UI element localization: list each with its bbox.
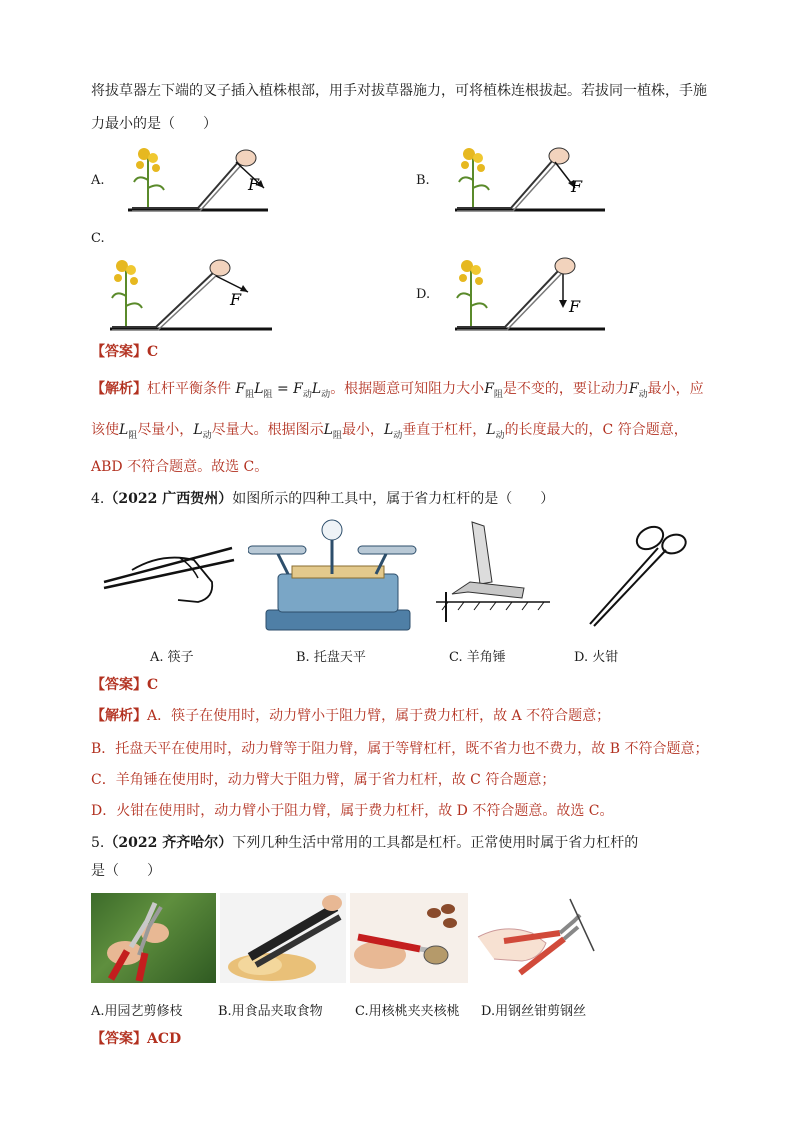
plant-icon — [459, 148, 489, 208]
q5-caption-d: D.用钢丝钳剪钢丝 — [481, 1004, 587, 1019]
q4-stem: 4.（2022 广西贺州）如图所示的四种工具中，属于省力杠杆的是（ ） — [91, 491, 555, 507]
q4-caption-d: D. 火钳 — [574, 650, 619, 665]
hand-icon — [236, 150, 256, 166]
q5-photo-d — [474, 893, 610, 983]
q3-option-b-label: B. — [416, 173, 430, 188]
pan-right-icon — [358, 546, 416, 554]
plant-icon — [112, 260, 142, 327]
pan-left-icon — [248, 546, 306, 554]
q3-option-d-label: D. — [416, 287, 431, 302]
balance-base-icon — [266, 610, 410, 630]
q4-analysis-line3: C．羊角锤在使用时，动力臂大于阻力臂，属于省力杠杆，故 C 符合题意； — [91, 772, 556, 788]
q3-analysis-line3: ABD 不符合题意。故选 C。 — [91, 459, 269, 475]
hand-icon — [555, 258, 575, 274]
q3-answer: 【答案】C — [91, 344, 159, 360]
q5-answer: 【答案】ACD — [91, 1031, 182, 1047]
q4-caption-a: A. 筷子 — [150, 650, 194, 665]
food-tongs-icon — [220, 893, 346, 983]
hand-icon — [210, 260, 230, 276]
q4-answer: 【答案】C — [91, 677, 159, 693]
claw-hammer-figure — [432, 520, 552, 628]
q3-option-d-figure — [447, 250, 607, 334]
fire-tongs-figure — [578, 520, 694, 628]
pruning-shears-icon — [91, 893, 216, 983]
force-label: F — [569, 297, 581, 316]
q3-stem-line1: 将拔草器左下端的叉子插入植株根部，用手对拔草器施力，可将植株连根拔起。若拔同一植株，手施 — [91, 83, 707, 99]
q5-caption-c: C.用核桃夹夹核桃 — [355, 1004, 460, 1019]
balance-figure — [248, 516, 418, 632]
q3-option-a-label: A. — [91, 173, 105, 188]
q3-option-b-figure — [447, 140, 607, 216]
q4-number: 4. — [91, 491, 105, 507]
q4-source: （2022 广西贺州） — [104, 491, 233, 507]
q4-analysis-line4: D．火钳在使用时，动力臂小于阻力臂，属于费力杠杆，故 D 不符合题意。故选 C。 — [91, 803, 614, 819]
q4-analysis-line2: B．托盘天平在使用时，动力臂等于阻力臂，属于等臂杠杆，既不省力也不费力，故 B 不符合题意； — [91, 741, 709, 757]
plant-icon — [134, 148, 164, 208]
hammer-handle-icon — [472, 522, 492, 584]
q3-analysis-line2: 该使$L_阻$尽量小，$L_动$尽量大。根据图示$L_阻$最小，$L_动$垂直于杠杆，$L_动$的长度最大的，C 符合题意， — [91, 422, 688, 441]
q3-analysis-line1: 【解析】杠杆平衡条件 $F_阻L_阻 = F_动L_动$。根据题意可知阻力大小$F_阻$是不变的，要让动力$F_动$最小，应 — [91, 381, 704, 400]
q3-option-c-figure — [102, 250, 274, 334]
nutcracker-icon — [350, 893, 468, 983]
q5-photo-b — [220, 893, 346, 983]
force-label: F — [248, 175, 260, 194]
q5-caption-b: B.用食品夹取食物 — [218, 1004, 323, 1019]
steel-wire-icon — [570, 899, 594, 951]
q4-caption-b: B. 托盘天平 — [296, 650, 366, 665]
force-label: F — [571, 177, 583, 196]
q5-stem-line1: 5.（2022 齐齐哈尔）下列几种生活中常用的工具都是杠杆。正常使用时属于省力杠杆的 — [91, 835, 639, 851]
dial-icon — [322, 520, 342, 540]
q5-photo-a — [91, 893, 216, 983]
plant-icon — [457, 260, 487, 327]
q5-caption-a: A.用园艺剪修枝 — [91, 1004, 183, 1019]
ruler-icon — [292, 566, 384, 578]
q5-photo-c — [350, 893, 468, 983]
q3-stem-line2: 力最小的是（ ） — [91, 116, 217, 132]
analysis-tag: 【解析】 — [91, 381, 147, 397]
q4-analysis-line1: 【解析】A．筷子在使用时，动力臂小于阻力臂，属于费力杠杆，故 A 不符合题意； — [91, 708, 611, 724]
chopsticks-figure — [102, 530, 238, 610]
hammer-head-icon — [452, 582, 524, 598]
hand-icon — [549, 148, 569, 164]
force-label: F — [230, 290, 242, 309]
wire-pliers-icon — [474, 893, 610, 983]
q3-option-c-label: C. — [91, 231, 105, 246]
q3-option-a-figure — [120, 140, 270, 216]
q5-source: （2022 齐齐哈尔） — [104, 835, 233, 851]
q4-caption-c: C. 羊角锤 — [449, 650, 506, 665]
q5-stem-line2: 是（ ） — [91, 863, 161, 879]
